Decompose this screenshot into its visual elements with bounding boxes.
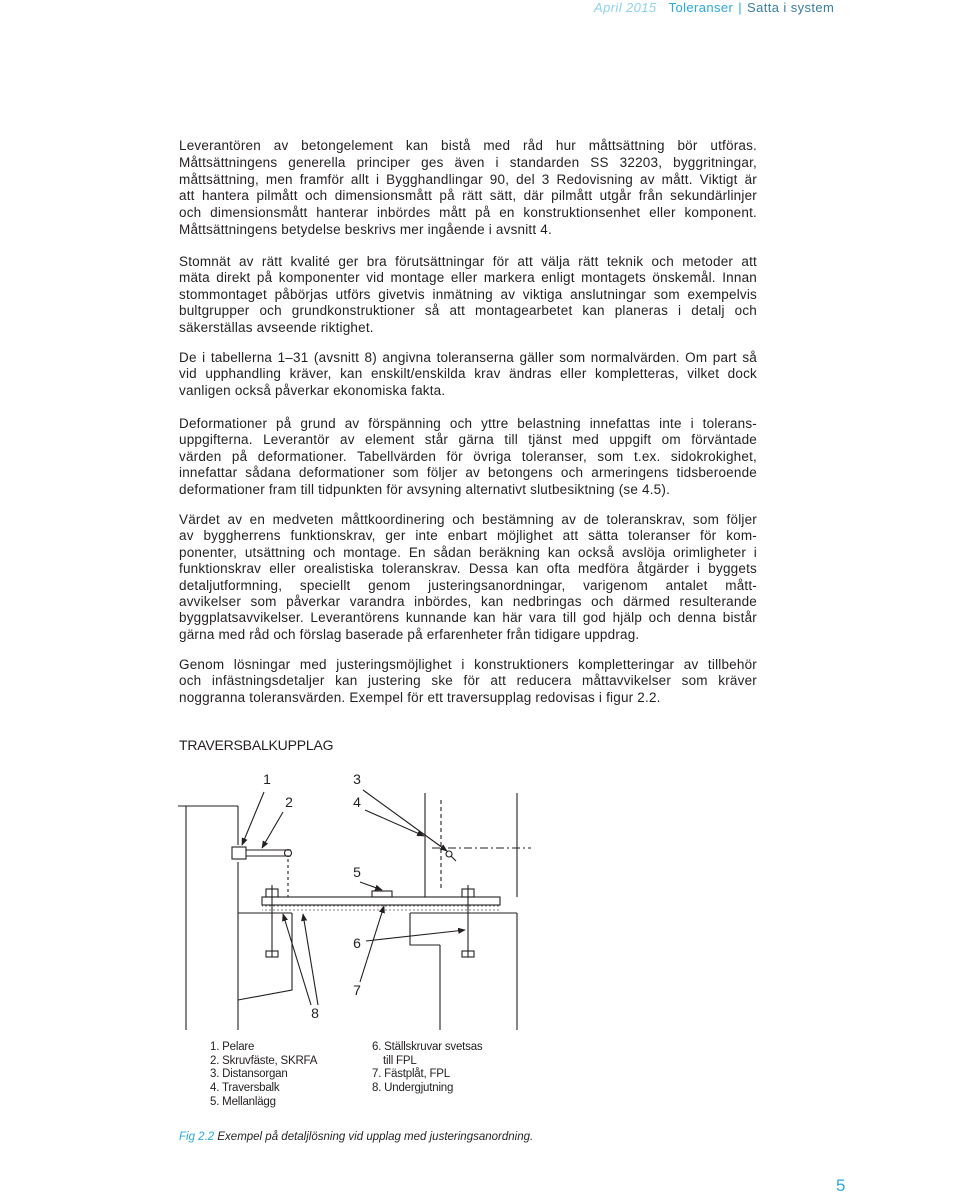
text-line: innefattar sådana deformationer som följer av betongens och armeringens tidsberoende bbox=[179, 465, 757, 481]
leader-4 bbox=[365, 810, 424, 836]
leader-7 bbox=[360, 906, 384, 982]
text-line: De i tabellerna 1–31 (avsnitt 8) angivna toleranserna gäller som normalvärden. Om part så bbox=[179, 350, 757, 365]
leader-1 bbox=[242, 792, 264, 845]
figure-drawing bbox=[170, 765, 540, 1040]
text-line: måttsättning, men framför allt i Bygghandlingar 90, del 3 Redovisning av mått. Viktigt är bbox=[179, 171, 757, 187]
text-line: deformationer fram till tidpunkten för avsyning alternativt slutbesiktning (se 4.5). bbox=[179, 481, 671, 497]
paragraph bbox=[179, 512, 757, 643]
callout-4: 4 bbox=[353, 794, 361, 810]
text-line: Måttsättningens betydelse beskrivs mer ingående i avsnitt 4. bbox=[179, 221, 552, 237]
leader-8b bbox=[303, 914, 318, 1005]
leader-3 bbox=[363, 790, 447, 851]
legend-item: 1. Pelare bbox=[210, 1041, 255, 1053]
text-line: och dimensionsmått hanterar inbördes mått på en konstruktionsenhet eller komponent. bbox=[179, 205, 757, 221]
paragraph bbox=[179, 138, 757, 239]
distansorgan-stem bbox=[451, 856, 456, 861]
text-line: stommontaget påbörjas utförs givetvis inmätning av viktiga anslutningar som exempelvis bbox=[179, 286, 757, 302]
text-line: ponenter, utsättning och montage. En sådan beräkning kan också avslöja orimligheter i bbox=[179, 544, 757, 560]
text-line: av byggherrens funktionskrav, ger inte enbart möjlighet att sätta toleranser för kom- bbox=[179, 528, 757, 544]
callout-6: 6 bbox=[353, 935, 361, 951]
skruvfaste-anchor bbox=[232, 847, 246, 859]
paragraph bbox=[179, 657, 757, 706]
text-line: Leverantören av betongelement kan bistå med råd hur måttsättning bör utföras. bbox=[179, 138, 757, 153]
console-underside bbox=[238, 913, 292, 1000]
legend-item: 5. Mellanlägg bbox=[210, 1095, 276, 1108]
legend-item: 2. Skruvfäste, SKRFA bbox=[210, 1054, 318, 1067]
legend-item: 3. Distansorgan bbox=[210, 1068, 288, 1081]
running-header bbox=[594, 0, 834, 16]
legend-item: 6. Ställskruvar svetsas bbox=[372, 1041, 483, 1053]
undergjutning bbox=[262, 905, 500, 913]
legend-item: 8. Undergjutning bbox=[372, 1082, 454, 1095]
header-section: Toleranser bbox=[668, 0, 734, 15]
leader-5 bbox=[360, 882, 382, 890]
text-line: mäta direkt på komponenter vid montage eller markera enligt montagets önskemål. Innan bbox=[179, 270, 757, 286]
paragraph bbox=[179, 350, 757, 399]
text-line: att hantera pilmått och dimensionsmått på rätt sätt, där pilmått utgår från sekundärlinjer bbox=[179, 188, 757, 204]
figure-legend-left bbox=[210, 1041, 317, 1110]
text-line: Måttsättningens generella principer ges även i standarden SS 32203, byggritningar, bbox=[179, 154, 757, 170]
text-line: uppgifterna. Leverantör av element står gärna till tjänst med uppgift om förväntade bbox=[179, 432, 757, 448]
text-line: och infästningsdetaljer kan justering ske för att reducera måttavvikelser som kräver bbox=[179, 673, 757, 689]
legend-item: 7. Fästplåt, FPL bbox=[372, 1068, 450, 1081]
text-line: avvikelser som påverkar varandra inbördes, kan nedbringas och därmed resulterande bbox=[179, 593, 757, 609]
text-line: säkerställas avseende riktighet. bbox=[179, 319, 374, 335]
callout-2: 2 bbox=[285, 794, 293, 810]
text-line: byggplatsavvikelser. Leverantörens kunnande kan här vara till god hjälp och denna bistår bbox=[179, 610, 757, 626]
callout-1: 1 bbox=[263, 771, 271, 787]
header-date: April 2015 bbox=[594, 0, 657, 15]
callout-8: 8 bbox=[311, 1005, 319, 1021]
text-line: funktionskrav eller orealistiska toleranskrav. Dessa kan ofta medföra åtgärder i byggets bbox=[179, 561, 757, 577]
callout-3: 3 bbox=[353, 771, 361, 787]
figure-legend-right bbox=[372, 1041, 482, 1096]
caption-text: Exempel på detaljlösning vid upplag med justeringsanordning. bbox=[217, 1131, 534, 1143]
legend-item: 4. Traversbalk bbox=[210, 1082, 280, 1095]
text-line: noggranna toleransvärden. Exempel för ett traversupplag redovisas i figur 2.2. bbox=[179, 689, 661, 705]
header-separator: | bbox=[738, 0, 743, 15]
text-line: Värdet av en medveten måttkoordinering och bestämning av de toleranskrav, som följer bbox=[179, 512, 757, 527]
text-line: Genom lösningar med justeringsmöjlighet i konstruktioners kompletteringar av tillbehör bbox=[179, 657, 757, 672]
legend-item-continuation: till FPL bbox=[383, 1054, 417, 1067]
text-line: värden på deformationer. Tabellvärden för övriga toleranser, som t.ex. sidokrokighet, bbox=[179, 448, 757, 464]
callout-5: 5 bbox=[353, 864, 361, 880]
callout-7: 7 bbox=[353, 982, 361, 998]
text-line: vanligen också påverkar ekonomiska fakta. bbox=[179, 382, 446, 398]
mellanlagg bbox=[372, 891, 392, 897]
figure-title: TRAVERSBALKUPPLAG bbox=[179, 737, 334, 753]
caption-label: Fig 2.2 bbox=[179, 1131, 215, 1143]
page-number: 5 bbox=[836, 1176, 846, 1195]
leader-6 bbox=[366, 930, 465, 941]
text-line: vid upphandling kräver, kan enskilt/enskilda krav ändras eller kompletteras, vilket dock bbox=[179, 366, 757, 382]
text-line: gärna med råd och förslag baserade på erfarenheter från tidigare uppdrag. bbox=[179, 626, 640, 642]
support-step bbox=[410, 913, 440, 945]
leader-2 bbox=[262, 812, 283, 848]
header-series: Satta i system bbox=[747, 0, 835, 15]
paragraph bbox=[179, 254, 757, 336]
text-line: detaljutformning, speciellt genom justeringsanordningar, varigenom antalet mått- bbox=[179, 577, 757, 593]
text-line: Deformationer på grund av förspänning och yttre belastning innefattas inte i tolerans- bbox=[179, 416, 757, 431]
text-line: Stomnät av rätt kvalité ger bra förutsättningar för att välja rätt teknik och metoder att bbox=[179, 254, 757, 269]
paragraph bbox=[179, 416, 757, 498]
text-line: bultgrupper och grundkonstruktioner så att montagearbetet kan planeras i detalj och bbox=[179, 303, 757, 319]
fastplat bbox=[262, 897, 500, 905]
figure-caption bbox=[179, 1130, 533, 1144]
